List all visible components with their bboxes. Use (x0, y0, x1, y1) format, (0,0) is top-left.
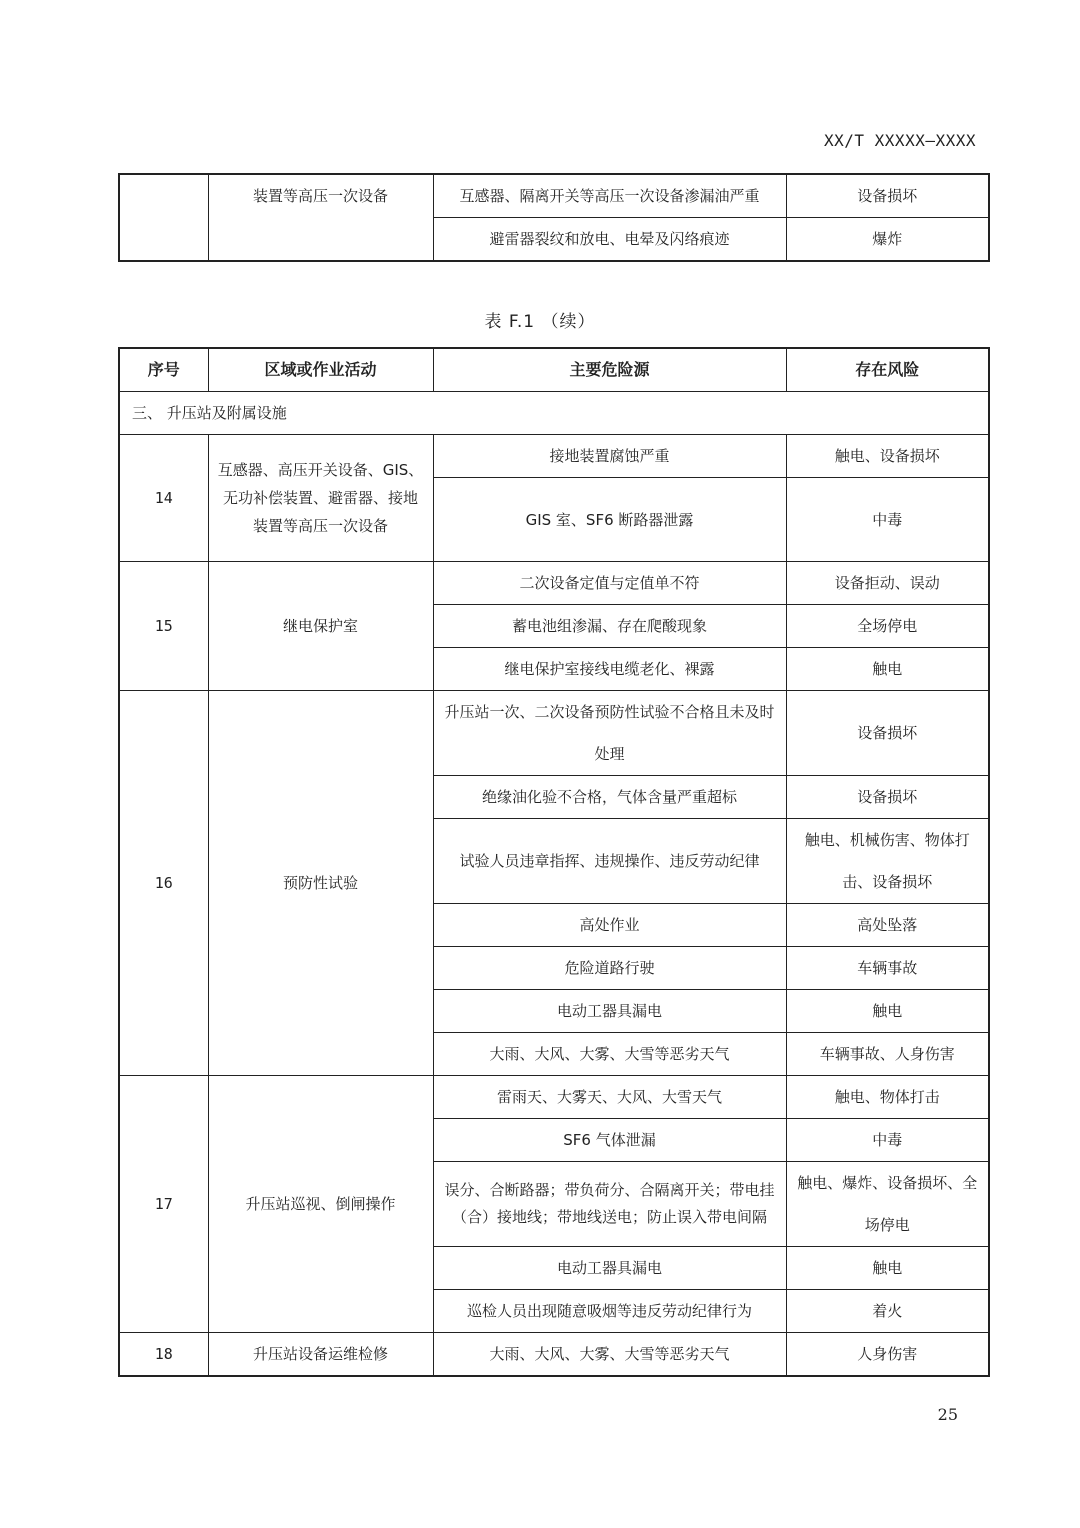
hazard-cell: 危险道路行驶 (433, 947, 786, 990)
area-cell: 继电保护室 (208, 562, 433, 691)
risk-cell: 爆炸 (786, 218, 989, 262)
risk-cell: 全场停电 (786, 605, 989, 648)
no-cell: 14 (119, 435, 208, 562)
no-cell: 16 (119, 691, 208, 1076)
hazard-cell: 避雷器裂纹和放电、电晕及闪络痕迹 (433, 218, 786, 262)
hazard-cell: 接地装置腐蚀严重 (433, 435, 786, 478)
risk-cell: 设备拒动、误动 (786, 562, 989, 605)
hazard-cell: 误分、合断路器；带负荷分、合隔离开关；带电挂（合）接地线；带地线送电；防止误入带电间隔 (433, 1162, 786, 1247)
area-cell: 升压站巡视、倒闸操作 (208, 1076, 433, 1333)
hazard-cell: 绝缘油化验不合格，气体含量严重超标 (433, 776, 786, 819)
table-row (119, 562, 989, 605)
table-row (119, 691, 989, 776)
risk-cell: 人身伤害 (786, 1333, 989, 1377)
hazard-cell: 二次设备定值与定值单不符 (433, 562, 786, 605)
hazard-cell: 互感器、隔离开关等高压一次设备渗漏油严重 (433, 174, 786, 218)
standard-code: XX/T XXXXX—XXXX (824, 131, 976, 150)
hazard-cell: 巡检人员出现随意吸烟等违反劳动纪律行为 (433, 1290, 786, 1333)
no-cell: 15 (119, 562, 208, 691)
continued-table (118, 173, 990, 262)
risk-cell: 触电 (786, 990, 989, 1033)
risk-cell: 触电、物体打击 (786, 1076, 989, 1119)
hazard-cell: 蓄电池组渗漏、存在爬酸现象 (433, 605, 786, 648)
table-caption: 表 F.1 （续） (484, 312, 596, 332)
header-no: 序号 (119, 348, 208, 392)
risk-cell: 设备损坏 (786, 691, 989, 776)
hazard-cell: 高处作业 (433, 904, 786, 947)
hazard-cell: 雷雨天、大雾天、大风、大雪天气 (433, 1076, 786, 1119)
page-number: 25 (937, 1405, 958, 1424)
no-cell (119, 174, 208, 261)
risk-cell: 触电、爆炸、设备损坏、全场停电 (786, 1162, 989, 1247)
area-cell: 互感器、高压开关设备、GIS、无功补偿装置、避雷器、接地装置等高压一次设备 (208, 435, 433, 562)
hazard-cell: GIS 室、SF6 断路器泄露 (433, 478, 786, 562)
header-hazard: 主要危险源 (433, 348, 786, 392)
risk-cell: 车辆事故 (786, 947, 989, 990)
risk-cell: 中毒 (786, 478, 989, 562)
area-cell: 装置等高压一次设备 (208, 174, 433, 261)
section-row (119, 392, 989, 435)
table-row (119, 1333, 989, 1377)
table-row (119, 435, 989, 478)
risk-cell: 高处坠落 (786, 904, 989, 947)
risk-cell: 触电、机械伤害、物体打击、设备损坏 (786, 819, 989, 904)
hazard-table (118, 347, 990, 1377)
hazard-cell: 试验人员违章指挥、违规操作、违反劳动纪律 (433, 819, 786, 904)
table-row (119, 174, 989, 218)
table-header-row (119, 348, 989, 392)
risk-cell: 设备损坏 (786, 174, 989, 218)
header-area: 区域或作业活动 (208, 348, 433, 392)
risk-cell: 触电 (786, 648, 989, 691)
area-cell: 预防性试验 (208, 691, 433, 1076)
hazard-cell: 升压站一次、二次设备预防性试验不合格且未及时处理 (433, 691, 786, 776)
header-risk: 存在风险 (786, 348, 989, 392)
risk-cell: 中毒 (786, 1119, 989, 1162)
table-row (119, 1076, 989, 1119)
risk-cell: 触电、设备损坏 (786, 435, 989, 478)
risk-cell: 车辆事故、人身伤害 (786, 1033, 989, 1076)
risk-cell: 设备损坏 (786, 776, 989, 819)
risk-cell: 着火 (786, 1290, 989, 1333)
hazard-cell: 电动工器具漏电 (433, 1247, 786, 1290)
hazard-cell: 大雨、大风、大雾、大雪等恶劣天气 (433, 1033, 786, 1076)
no-cell: 18 (119, 1333, 208, 1377)
area-cell: 升压站设备运维检修 (208, 1333, 433, 1377)
no-cell: 17 (119, 1076, 208, 1333)
risk-cell: 触电 (786, 1247, 989, 1290)
hazard-cell: 继电保护室接线电缆老化、裸露 (433, 648, 786, 691)
hazard-cell: 大雨、大风、大雾、大雪等恶劣天气 (433, 1333, 786, 1377)
section-title: 三、 升压站及附属设施 (119, 392, 989, 435)
hazard-cell: 电动工器具漏电 (433, 990, 786, 1033)
hazard-cell: SF6 气体泄漏 (433, 1119, 786, 1162)
